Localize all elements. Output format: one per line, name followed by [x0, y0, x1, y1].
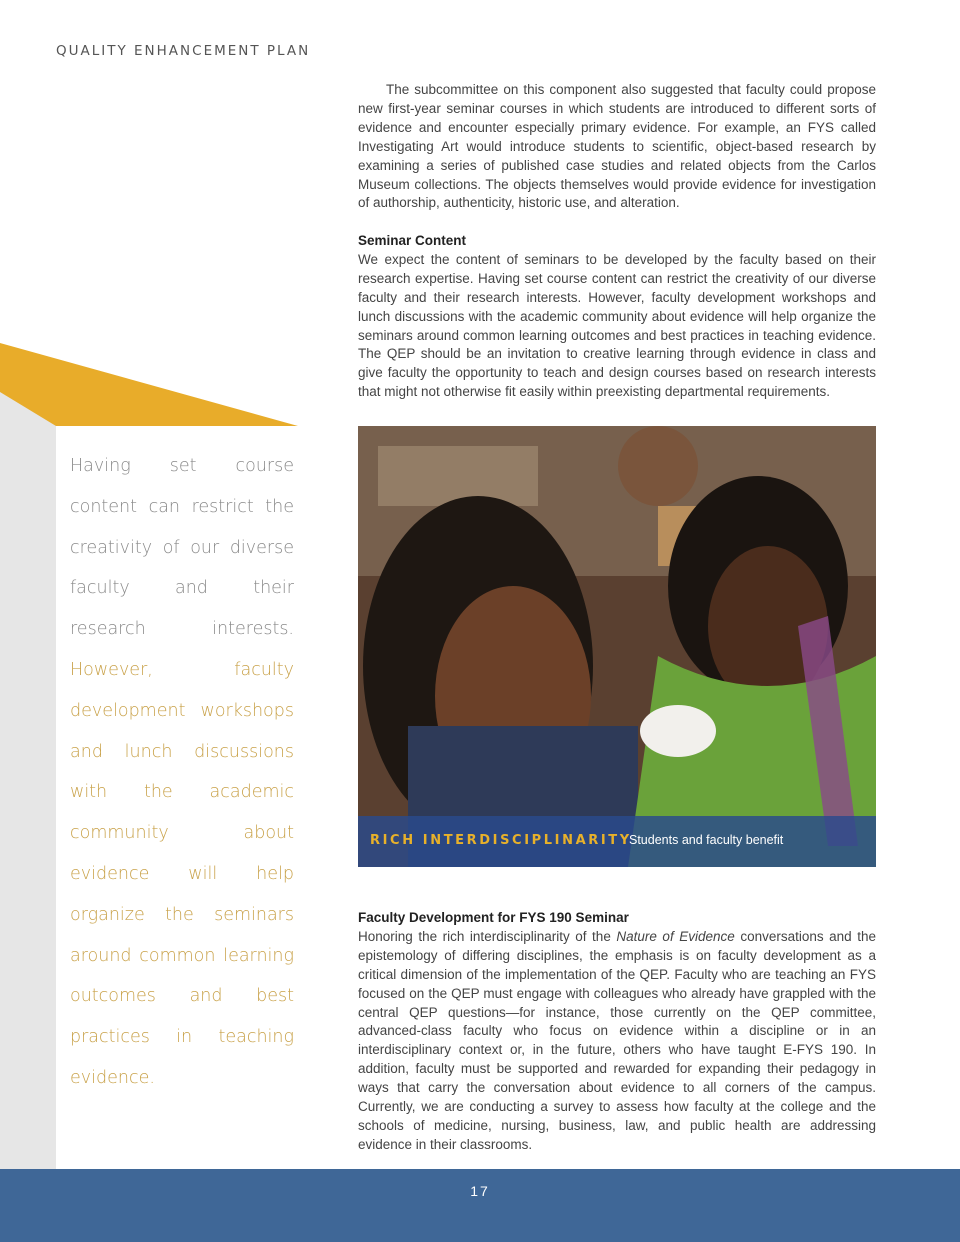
- seminar-content-heading: Seminar Content: [358, 233, 467, 248]
- pull-quote: [70, 446, 294, 1099]
- fd-text-start: Honoring the rich interdisciplinarity of the: [358, 928, 617, 944]
- running-header: QUALITY ENHANCEMENT PLAN: [56, 43, 311, 59]
- photo-caption-title: RICH INTERDISCIPLINARITY: [370, 833, 632, 848]
- faculty-development-paragraph: [358, 928, 876, 1155]
- photo-caption-subtitle: Students and faculty benefit: [629, 833, 784, 847]
- fd-italic-title: Nature of Evidence: [616, 928, 735, 944]
- page-number: 17: [470, 1183, 490, 1199]
- students-photo: [358, 426, 876, 867]
- seminar-content-section: [358, 232, 876, 402]
- fd-text-end: conversations and the epistemology of differing disciplines, the emphasis is on faculty development as a critical dimension of the implementation of the QEP. Faculty who are teaching an FYS focused on the QEP must engage with colleagues who already have grappled with the central QEP questions—for instance, those currently on the QEP committee, advanced-class faculty who focus on evidence within a discipline or in an interdisciplinary context or, in the future, others who have taught E-FYS 190. In addition, faculty must be supported and rewarded for expanding their pedagogy in ways that carry the conversation about evidence to all corners of the campus. Currently, we are conducting a survey to assess how faculty at the college and the schools of medicine, nursing, business, law, and public health are addressing evidence in their classrooms.: [358, 928, 876, 1152]
- seminar-content-paragraph: We expect the content of seminars to be developed by the faculty based on their research expertise. Having set course content can restrict the creativity of our diverse faculty and their research interests. However, faculty development workshops and lunch discussions with the academic community about evidence will help organize the seminars around common learning outcomes and best practices in teaching evidence. The QEP should be an invitation to creative learning through evidence in class and give faculty the opportunity to teach and design courses based on research interests that might not otherwise fit easily within preexisting departmental requirements.: [358, 251, 876, 400]
- faculty-development-section: [358, 909, 876, 1155]
- page-footer: [0, 1169, 960, 1242]
- intro-paragraph: The subcommittee on this component also suggested that faculty could propose new first-year seminar courses in which students are introduced to different sorts of evidence and encounter especially primary evidence. For example, an FYS called Investigating Art would introduce students to scientific, object-based research by examining a series of published case studies and related objects from the Carlos Museum collections. The objects themselves would provide evidence for investigation of authorship, authenticity, historic use, and alteration.: [358, 82, 876, 211]
- gold-wedge-decoration: [0, 340, 300, 430]
- photo-caption-bar: [358, 816, 876, 867]
- photo-illustration: [358, 426, 876, 867]
- pull-quote-gold-text: However, faculty development workshops and lunch discussions with the academic community about evidence will help organize the seminars around common learning outcomes and best practices in teaching evidence.: [70, 659, 294, 1088]
- pull-quote-gray-text: Having set course content can restrict the creativity of our diverse faculty and their research interests.: [70, 456, 294, 640]
- faculty-development-heading: Faculty Development for FYS 190 Seminar: [358, 910, 629, 925]
- sidebar-panel: [0, 390, 56, 1170]
